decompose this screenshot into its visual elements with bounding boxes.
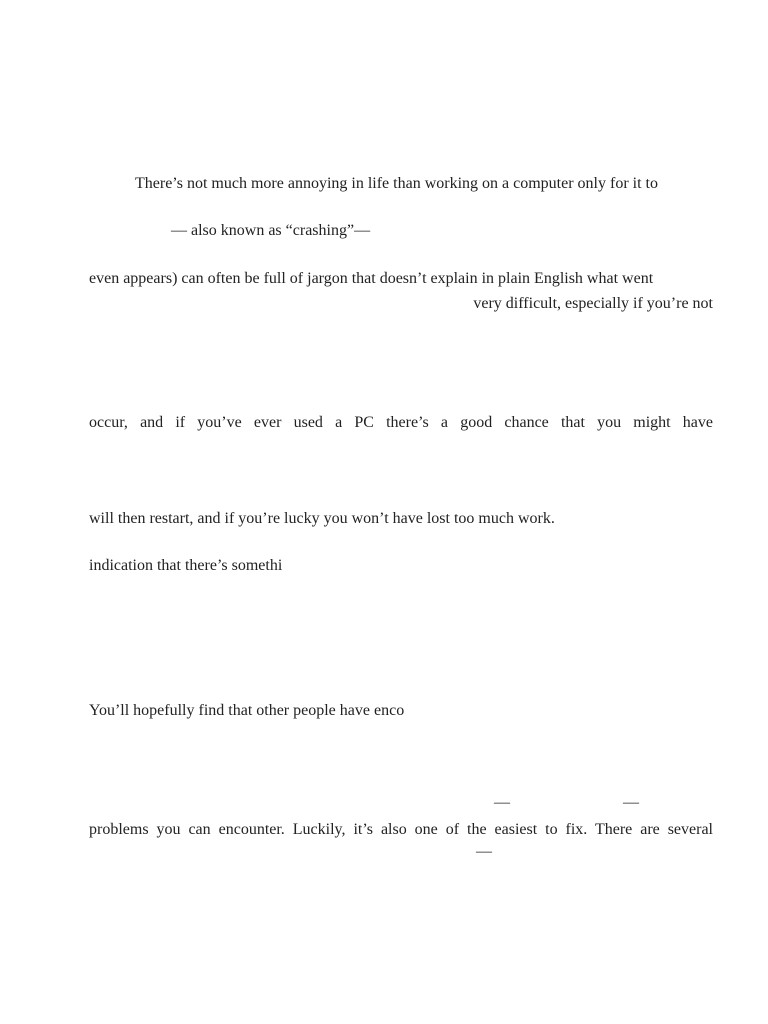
text-line-9: problems you can encounter. Luckily, it’s also one of the easiest to fix. There are several bbox=[89, 821, 713, 838]
text-line-1: There’s not much more annoying in life than working on a computer only for it to bbox=[135, 175, 658, 192]
em-dash-1: — bbox=[494, 794, 510, 811]
text-line-5: occur, and if you’ve ever used a PC there’s a good chance that you might have bbox=[89, 414, 713, 431]
em-dash-3: — bbox=[476, 843, 492, 860]
text-line-4: very difficult, especially if you’re not bbox=[473, 295, 713, 312]
text-line-6: will then restart, and if you’re lucky you won’t have lost too much work. bbox=[89, 510, 555, 527]
text-line-8: You’ll hopefully find that other people have enco bbox=[89, 702, 405, 719]
text-line-2: — also known as “crashing”— bbox=[171, 222, 371, 239]
text-line-3: even appears) can often be full of jargon that doesn’t explain in plain English what went bbox=[89, 270, 654, 287]
text-line-7: indication that there’s somethi bbox=[89, 557, 283, 574]
em-dash-2: — bbox=[623, 794, 639, 811]
